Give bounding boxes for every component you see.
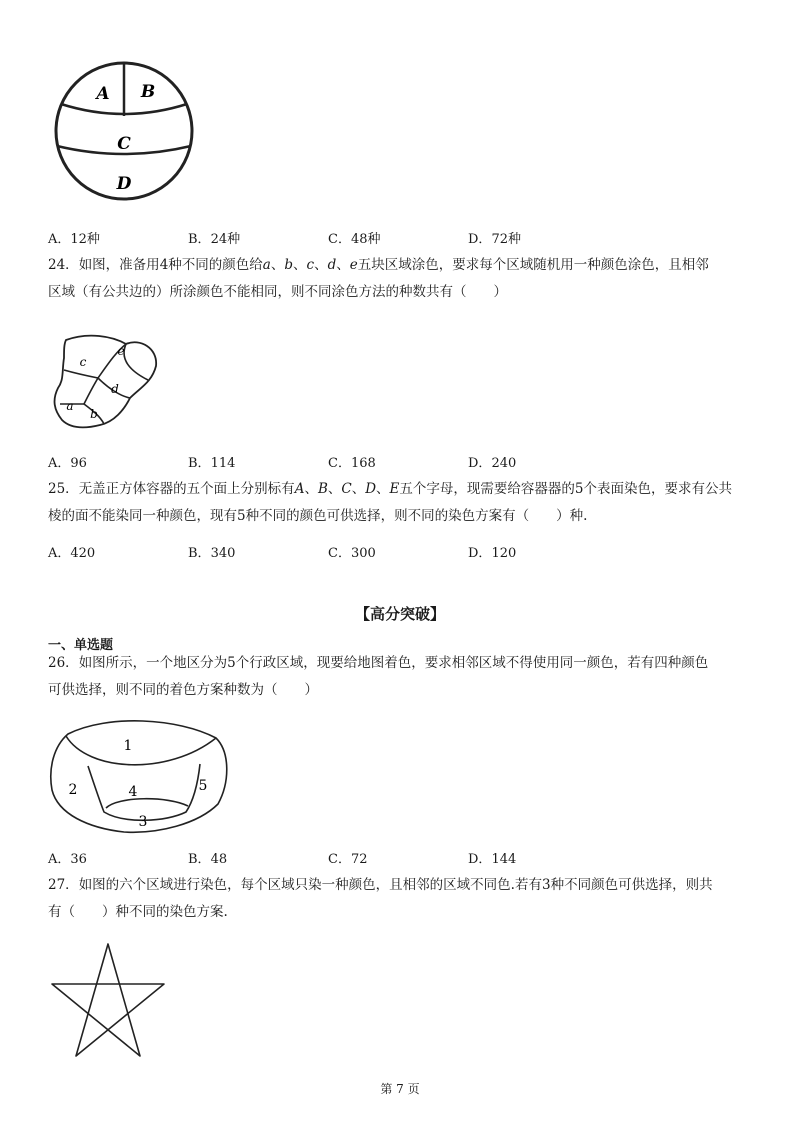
option-label: B． (188, 852, 211, 867)
q27-line1 (48, 872, 768, 899)
option-label: D． (468, 456, 492, 471)
option-value: 120 (491, 546, 517, 561)
option-value: 144 (491, 852, 517, 867)
option-value: 24种 (210, 232, 241, 247)
letter-a: A (294, 481, 305, 497)
option-label: C． (328, 546, 351, 561)
var-c: c (306, 257, 315, 273)
question-number: 24． (48, 257, 79, 273)
separator: 、 (351, 481, 366, 497)
q24-num: 4 (159, 257, 169, 273)
q26-label-4: 4 (128, 784, 138, 800)
q24-text: 种不同的颜色给 (168, 257, 263, 273)
letter-b: B (317, 481, 328, 497)
q25-line2: 棱的面不能染同一种颜色，现有5种不同的颜色可供选择，则不同的染色方案有（ ）种. (48, 508, 588, 524)
q24-label-a: a (66, 399, 74, 413)
q25-option-a (48, 542, 95, 561)
option-label: A． (48, 232, 71, 247)
option-label: D． (468, 546, 492, 561)
q23-option-d (468, 228, 521, 247)
q23-option-b (188, 228, 240, 247)
q27-text: 如图的六个区域进行染色，每个区域只染一种颜色，且相邻的区域不同色.若有3种不同颜色可供选择，则共 (78, 877, 713, 893)
q25-option-b (188, 542, 235, 561)
q23-option-a (48, 228, 100, 247)
question-number: 25． (48, 481, 79, 497)
question-number: 27． (48, 877, 79, 893)
var-d: d (327, 257, 337, 273)
option-label: A． (48, 456, 71, 471)
option-value: 300 (350, 546, 376, 561)
option-value: 72 (350, 852, 368, 867)
option-label: D． (468, 232, 492, 247)
option-value: 36 (70, 852, 87, 867)
option-value: 420 (70, 546, 96, 561)
separator: 、 (376, 481, 390, 497)
q26-option-a (48, 848, 87, 867)
page-number: 第 7 页 (380, 1082, 420, 1096)
separator: 、 (327, 481, 342, 497)
var-b: b (284, 257, 293, 273)
q25-line1 (48, 476, 768, 503)
option-label: B． (188, 456, 211, 471)
letter-e: E (389, 481, 400, 497)
question-number: 26． (48, 655, 79, 671)
option-value: 240 (491, 456, 517, 471)
option-label: A． (48, 852, 71, 867)
option-value: 48 (210, 852, 228, 867)
q26-label-2: 2 (68, 782, 78, 798)
q23-option-c (328, 228, 381, 247)
q24-option-d (468, 452, 516, 471)
q23-label-b: B (140, 82, 156, 102)
separator: 、 (293, 257, 307, 273)
letter-d: D (365, 481, 377, 497)
q24-option-b (188, 452, 235, 471)
separator: 、 (270, 257, 285, 273)
option-label: D． (468, 852, 492, 867)
option-value: 72种 (491, 232, 521, 247)
option-value: 340 (210, 546, 236, 561)
option-label: C． (328, 232, 351, 247)
option-value: 114 (210, 456, 236, 471)
option-label: A． (48, 546, 71, 561)
q24-text: 五块区域涂色，要求每个区域随机用一种颜色涂色，且相邻 (357, 257, 709, 273)
q24-line2: 区域（有公共边的）所涂颜色不能相同，则不同涂色方法的种数共有（ ） (48, 284, 507, 300)
q24-line1 (48, 252, 768, 279)
separator: 、 (336, 257, 350, 273)
q24-figure (48, 330, 164, 432)
q26-stem (48, 650, 768, 704)
var-e: e (349, 257, 358, 273)
q26-option-d (468, 848, 516, 867)
q24-label-d: d (111, 382, 119, 396)
var-a: a (262, 257, 271, 273)
section-title: 【高分突破】 (354, 605, 445, 623)
q23-label-c: C (117, 134, 131, 154)
q26-label-3: 3 (138, 814, 148, 830)
q26-figure (48, 712, 232, 836)
q24-stem (48, 252, 768, 306)
option-label: C． (328, 852, 351, 867)
q27-stem (48, 872, 768, 926)
q26-label-5: 5 (198, 778, 208, 794)
q25-stem (48, 476, 768, 530)
q24-option-c (328, 452, 376, 471)
q24-label-b: b (90, 407, 98, 421)
option-value: 96 (70, 456, 87, 471)
option-value: 12种 (70, 232, 100, 247)
q27-line2: 有（ ）种不同的染色方案. (48, 904, 228, 920)
q26-line1 (48, 650, 768, 677)
q24-label-e: e (117, 344, 125, 358)
separator: 、 (314, 257, 328, 273)
q26-text: 如图所示，一个地区分为5个行政区域，现要给地图着色，要求相邻区域不得使用同一颜色，若有四种颜色 (78, 655, 709, 671)
q26-label-1: 1 (123, 738, 133, 754)
q24-option-a (48, 452, 87, 471)
option-label: B． (188, 232, 211, 247)
section-subtitle: 一、单选题 (48, 638, 114, 653)
q23-label-d: D (116, 174, 132, 194)
q25-option-c (328, 542, 376, 561)
q25-text: 无盖正方体容器的五个面上分别标有 (78, 481, 295, 497)
separator: 、 (304, 481, 318, 497)
option-label: B． (188, 546, 211, 561)
option-label: C． (328, 456, 351, 471)
option-value: 48种 (350, 232, 381, 247)
q23-label-a: A (96, 84, 110, 104)
option-value: 168 (350, 456, 376, 471)
q25-text: 五个字母，现需要给容器器的5个表面染色，要求有公共 (399, 481, 732, 497)
q24-text: 如图，准备用 (78, 257, 160, 273)
q25-option-d (468, 542, 516, 561)
q23-figure (52, 58, 196, 204)
q27-figure (46, 940, 170, 1062)
q26-option-c (328, 848, 368, 867)
letter-c: C (341, 481, 352, 497)
q26-line2: 可供选择，则不同的着色方案种数为（ ） (48, 682, 318, 698)
q26-option-b (188, 848, 227, 867)
q24-label-c: c (79, 355, 87, 369)
